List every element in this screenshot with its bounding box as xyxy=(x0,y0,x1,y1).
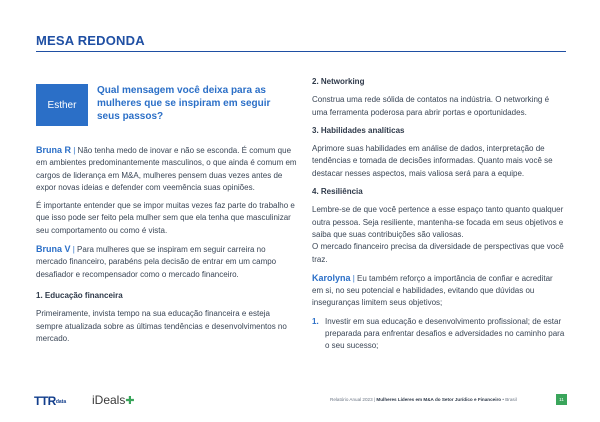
report-suffix: • Brasil xyxy=(502,397,517,402)
speaker-name: Bruna V xyxy=(36,244,71,255)
speaker-name: Karolyna xyxy=(312,272,351,283)
speaker-badge-esther xyxy=(36,84,88,126)
speaker-badge-label: Esther xyxy=(47,99,77,111)
speaker-separator: | xyxy=(352,273,355,283)
speaker-name: Bruna R xyxy=(36,145,72,155)
page-number: 11 xyxy=(556,394,567,405)
section-heading: 1. Educação financeira xyxy=(36,290,123,300)
paragraph: O mercado financeiro precisa da diversidade de perspectivas que você traz. xyxy=(312,242,564,264)
ideals-mark-icon: ✚ xyxy=(125,395,135,407)
paragraph: Construa uma rede sólida de contatos na indústria. O networking é uma ferramenta poderosa para abrir portas e oportunidades. xyxy=(312,95,550,117)
ideals-logo-text: iDeals xyxy=(92,393,126,407)
item-text: Investir em sua educação e desenvolvimento profissional; de estar preparada para enfrentar desafios e adversidades no caminho para o seu sucesso; xyxy=(325,316,565,351)
answer-text: Eu também reforço a importância de confiar e acreditar em si, no seu potencial e habilidades, evitando que dúvidas ou inseguranças limitem seus objetivos; xyxy=(312,273,553,308)
right-column xyxy=(312,76,566,353)
footer xyxy=(0,388,600,422)
paragraph: Primeiramente, invista tempo na sua educação financeira e esteja sempre atualizada sobre as últimas tendências e desenvolvimentos no mercado. xyxy=(36,309,287,343)
section-heading: 2. Networking xyxy=(312,77,365,86)
answer-bruna-v xyxy=(36,243,298,281)
ideals-logo xyxy=(92,393,135,407)
answer-text: Para mulheres que se inspiram em seguir carreira no mercado financeiro, parabéns pela decisão de entrar em um campo desafiador e recompensador como o mercado financeiro. xyxy=(36,245,277,279)
roundtable-question: Qual mensagem você deixa para as mulheres que se inspiram em seguir seus passos? xyxy=(97,85,271,122)
answer-text: Não tenha medo de inovar e não se esconda. É comum que em ambientes predominantemente masculinos, o que ainda é comum em cargos de liderança em M&A, mulheres pensem duas vezes antes de expor novas ideias e defender com veemência suas opiniões. xyxy=(36,146,297,192)
answer-bruna-r xyxy=(36,144,298,194)
left-column xyxy=(36,144,298,345)
section-heading: 4. Resiliência xyxy=(312,187,363,197)
header-divider xyxy=(36,51,566,52)
page-title: MESA REDONDA xyxy=(36,33,145,48)
paragraph: É importante entender que se impor muitas vezes faz parte do trabalho e que isso pode ser feito pela mulher sem que ela tenha que masculinizar seu comportamento ou como é vista. xyxy=(36,201,295,235)
answer-karolyna xyxy=(312,272,566,310)
numbered-item xyxy=(312,316,566,353)
ttr-logo-text: TTR xyxy=(34,394,56,408)
speaker-separator: | xyxy=(73,146,76,155)
item-number: 1. xyxy=(312,316,319,326)
paragraph: Aprimore suas habilidades em análise de dados, interpretação de tendências e tomada de decisões informadas. Quanto mais você se destacar nesses aspectos, mais valiosa será para a equipe. xyxy=(312,144,553,178)
ttr-logo xyxy=(34,394,66,408)
speaker-separator: | xyxy=(72,245,75,255)
report-title: Mulheres Líderes em M&A do Setor Jurídico e Financeiro xyxy=(376,397,502,402)
paragraph: Lembre-se de que você pertence a esse espaço tanto quanto qualquer outra pessoa. Seja resiliente, mantenha-se focada em seus objetivos e saiba que suas contribuições são valiosas. xyxy=(312,205,564,239)
footer-report-title: Relatório Anual 2023 | Mulheres Líderes em M&A do Setor Jurídico e Financeiro • Brasil xyxy=(330,397,517,402)
section-heading: 3. Habilidades analíticas xyxy=(312,125,405,135)
report-prefix: Relatório Anual 2023 xyxy=(330,397,373,402)
ttr-logo-suffix: data xyxy=(55,398,67,405)
